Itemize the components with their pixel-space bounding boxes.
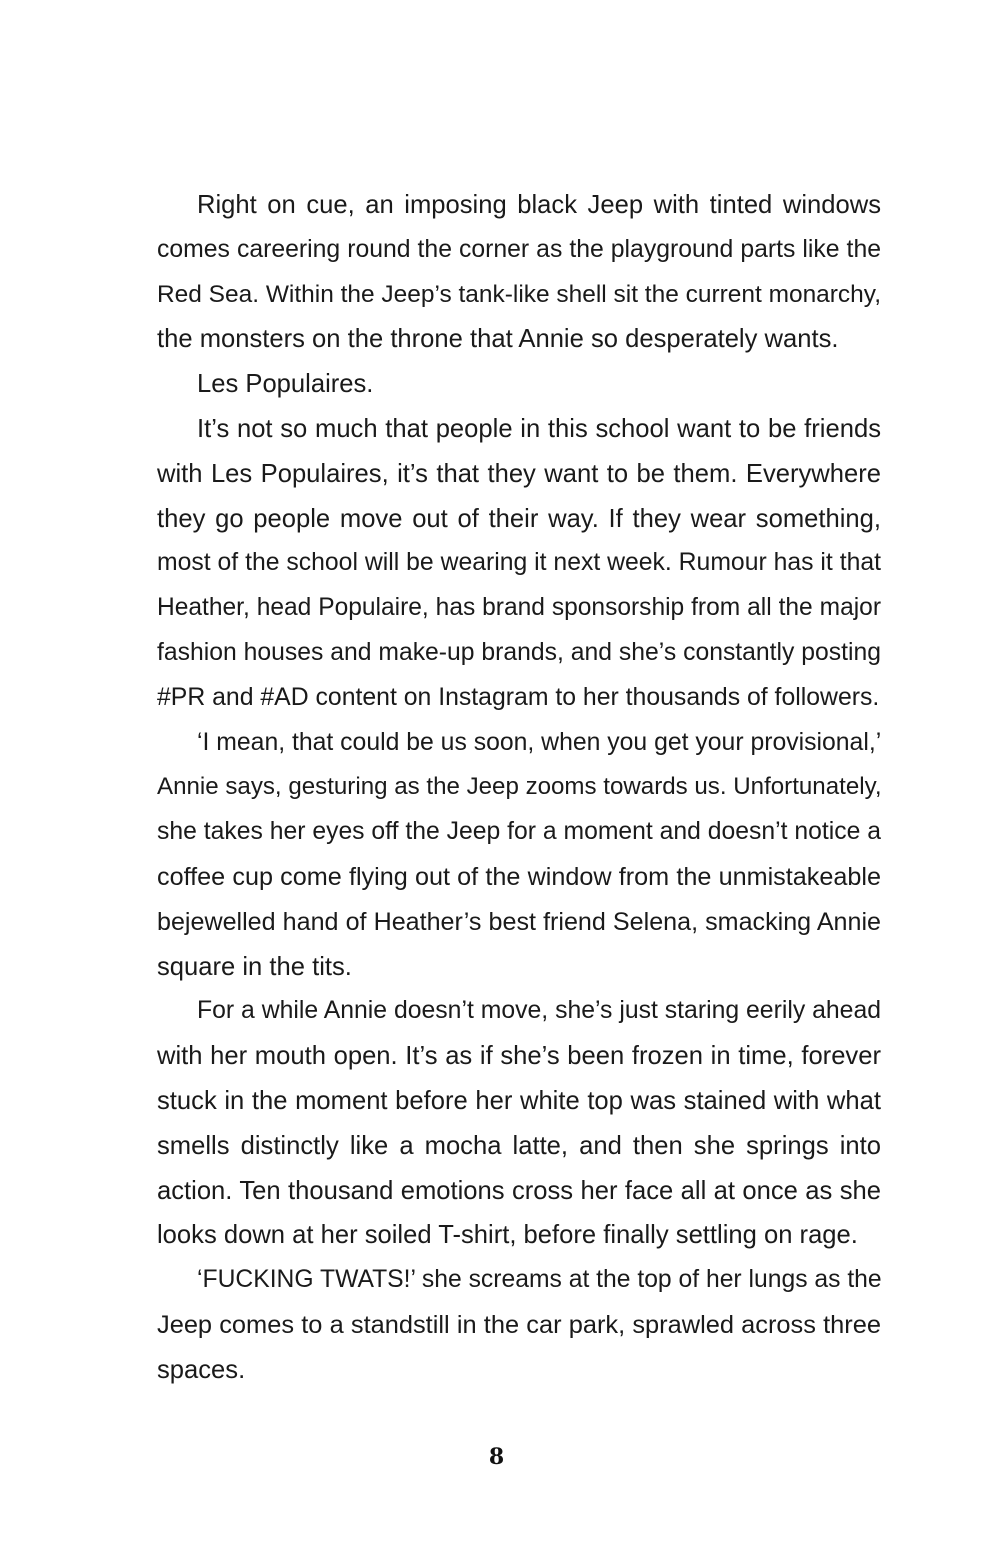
text-line: with her mouth open. It’s as if she’s been frozen in time, forever (157, 1042, 881, 1071)
text-line: Les Populaires. (197, 370, 374, 399)
body-text (117, 183, 881, 1393)
page-number: 8 (488, 1444, 505, 1470)
text-line: with Les Populaires, it’s that they want to be them. Everywhere (157, 459, 881, 488)
text-line: Annie says, gesturing as the Jeep zooms towards us. Unfortunately, (157, 773, 882, 801)
text-line: Heather, head Populaire, has brand sponsorship from all the major (157, 594, 881, 622)
paragraph (117, 183, 881, 362)
paragraph (117, 989, 881, 1258)
text-line: they go people move out of their way. If they wear something, (157, 504, 881, 533)
text-line: most of the school will be wearing it next week. Rumour has it that (157, 549, 881, 577)
text-line: #PR and #AD content on Instagram to her thousands of followers. (157, 683, 880, 711)
text-line: ‘FUCKING TWATS!’ she screams at the top of her lungs as the (197, 1266, 882, 1294)
text-line: action. Ten thousand emotions cross her face all at once as she (157, 1176, 881, 1205)
text-line: ‘I mean, that could be us soon, when you get your provisional,’ (197, 728, 882, 756)
text-line: spaces. (157, 1355, 246, 1384)
text-line: For a while Annie doesn’t move, she’s just staring eerily ahead (197, 997, 881, 1025)
text-line: looks down at her soiled T-shirt, before finally settling on rage. (157, 1221, 858, 1250)
text-line: she takes her eyes off the Jeep for a moment and doesn’t notice a (157, 818, 881, 846)
text-line: It’s not so much that people in this school want to be friends (197, 414, 881, 443)
text-line: fashion houses and make-up brands, and she’s constantly posting (157, 638, 881, 666)
paragraph (117, 362, 881, 407)
text-line: stuck in the moment before her white top was stained with what (157, 1086, 881, 1115)
text-line: bejewelled hand of Heather’s best friend Selena, smacking Annie (157, 907, 881, 936)
text-line: Jeep comes to a standstill in the car park, sprawled across three (157, 1310, 881, 1339)
paragraph (117, 1258, 881, 1392)
text-line: the monsters on the throne that Annie so desperately wants. (157, 325, 839, 354)
paragraph (117, 407, 881, 721)
text-line: coffee cup come flying out of the window from the unmistakeable (157, 862, 881, 891)
text-line: Right on cue, an imposing black Jeep with tinted windows (197, 191, 881, 219)
text-line: Red Sea. Within the Jeep’s tank-like shell sit the current monarchy, (157, 280, 881, 308)
text-line: smells distinctly like a mocha latte, and then she springs into (157, 1131, 881, 1160)
text-line: comes careering round the corner as the playground parts like the (157, 235, 881, 263)
text-line: square in the tits. (157, 952, 352, 981)
paragraph (117, 721, 881, 990)
